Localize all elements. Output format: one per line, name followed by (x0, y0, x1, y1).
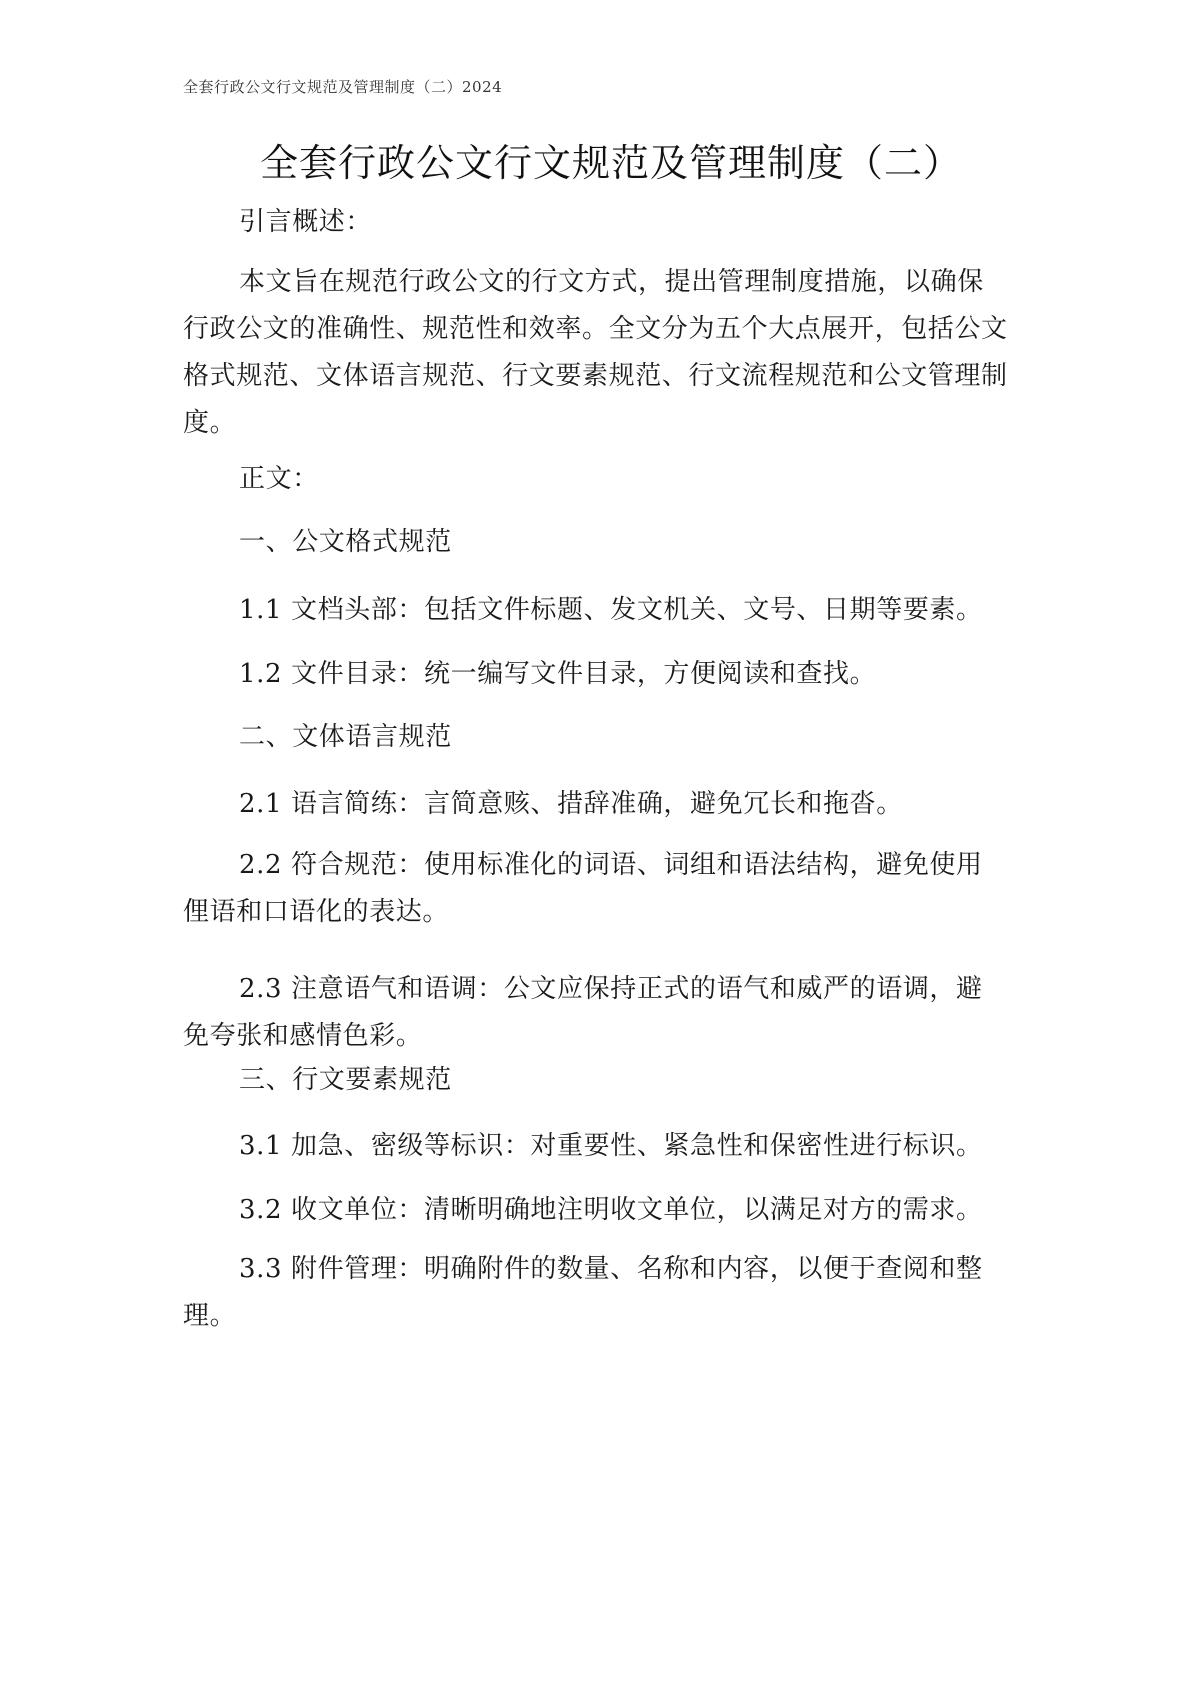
section-2-item-1: 2.1 语言简练：言简意赅、措辞准确，避免冗长和拖沓。 (239, 789, 903, 819)
section-3-item-2: 3.2 收文单位：清晰明确地注明收文单位，以满足对方的需求。 (239, 1195, 983, 1225)
section-2-item-2: 2.2 符合规范：使用标准化的词语、词组和语法结构，避免使用俚语和口语化的表达。 (183, 850, 983, 927)
section-3-item-3: 3.3 附件管理：明确附件的数量、名称和内容，以便于查阅和整理。 (183, 1254, 983, 1331)
running-header: 全套行政公文行文规范及管理制度（二）2024 (183, 78, 503, 96)
intro-heading: 引言概述： (239, 207, 373, 237)
section-heading-2: 二、文体语言规范 (239, 722, 452, 752)
section-2-item-3: 2.3 注意语气和语调：公文应保持正式的语气和威严的语调，避免夸张和感情色彩。 (183, 974, 983, 1051)
intro-paragraph: 本文旨在规范行政公文的行文方式，提出管理制度措施，以确保行政公文的准确性、规范性和效率。全文分为五个大点展开，包括公文格式规范、文体语言规范、行文要素规范、行文流程规范和公文管理制度。 (183, 267, 1008, 438)
section-3-item-1: 3.1 加急、密级等标识：对重要性、紧急性和保密性进行标识。 (239, 1131, 983, 1161)
section-1-item-2: 1.2 文件目录：统一编写文件目录，方便阅读和查找。 (239, 659, 877, 689)
document-title: 全套行政公文行文规范及管理制度（二） (260, 141, 963, 185)
section-1-item-1: 1.1 文档头部：包括文件标题、发文机关、文号、日期等要素。 (239, 595, 983, 625)
section-heading-1: 一、公文格式规范 (239, 527, 452, 557)
section-heading-3: 三、行文要素规范 (239, 1065, 452, 1095)
body-heading: 正文： (239, 464, 319, 494)
